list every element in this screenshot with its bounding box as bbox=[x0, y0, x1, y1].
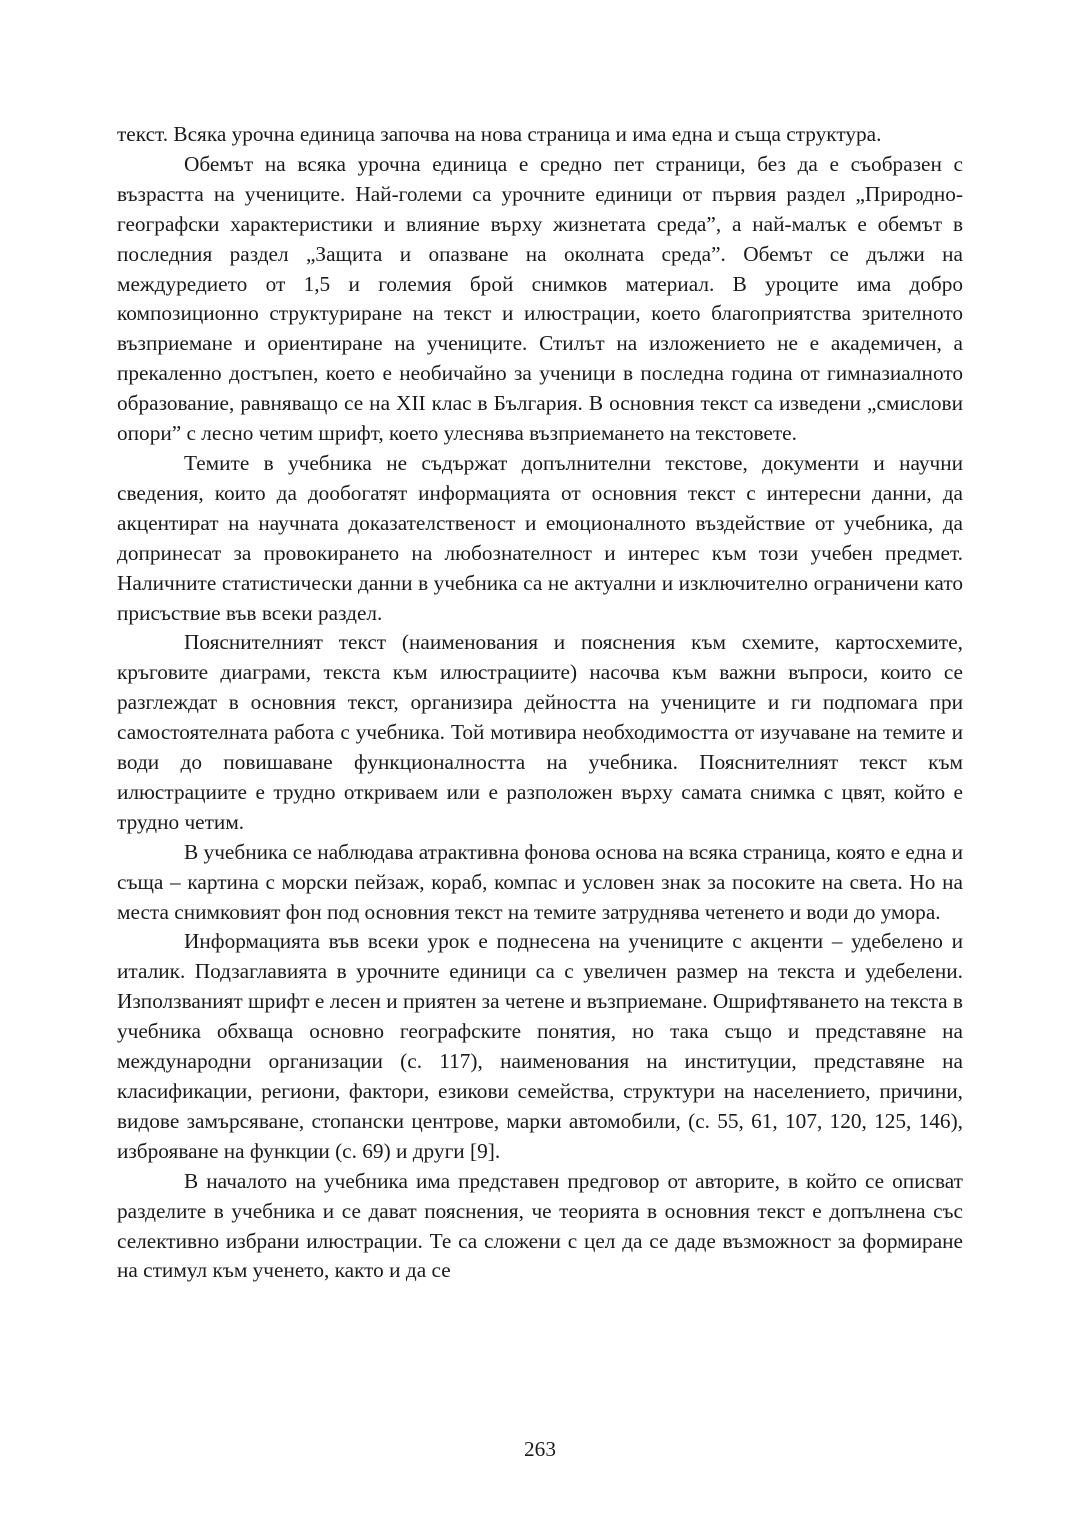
paragraph-explanatory-text: Пояснителният текст (наименования и пояснения към схемите, картосхемите, кръговите диаграми, текста към илюстрациите) насочва към важни въпроси, които се разглеждат в основния текст, организира дейността на учениците и ги подпомага при самостоятелната работа с учебника. Той мотивира необходимостта от изучаване на темите и води до повишаване функционалността на учебника. Пояснителният текст към илюстрациите е трудно откриваем или е разположен върху самата снимка с цвят, който е трудно четим. bbox=[117, 630, 963, 834]
body-text bbox=[117, 120, 963, 1286]
paragraph-preface: В началото на учебника има представен предговор от авторите, в който се описват разделите в учебника и се дават пояснения, че теорията в основния текст е допълнена със селективно избрани илюстрации. Те са сложени с цел да се даде възможност за формиране на стимул към ученето, както и да се bbox=[117, 1168, 963, 1283]
paragraph-typography: Информацията във всеки урок е поднесена на учениците с акценти – удебелено и италик. Подзаглавията в урочните единици са с увеличен размер на текста и удебелени. Използваният шрифт е лесен и приятен за четене и възприемане. Ошрифтяването на текста в учебника обхваща основно географските понятия, но така също и представяне на международни организации (с. 117), наименования на институции, представяне на класификации, региони, фактори, езикови семейства, структури на населението, причини, видове замърсяване, стопански центрове, марки автомобили, (с. 55, 61, 107, 120, 125, 146), изброяване на функции (с. 69) и други [9]. bbox=[117, 929, 963, 1163]
paragraph-volume: Обемът на всяка урочна единица е средно пет страници, без да е съобразен с възрастта на учениците. Най-големи са урочните единици от първия раздел „Природно-географски характеристики и влияние върху жизнетата среда”, а най-малък е обемът в последния раздел „Защита и опазване на околната среда”. Обемът се дължи на междуредието от 1,5 и големия брой снимков материал. В уроците има добро композиционно структуриране на текст и илюстрации, което благоприятства зрителното възприемане и ориентиране на учениците. Стилът на изложението не е академичен, а прекаленно достъпен, което е необичайно за ученици в последна година от гимназиалното образование, равняващо се на XII клас в България. В основния текст са изведени „смислови опори” с лесно четим шрифт, което улеснява възприемането на текстовете. bbox=[117, 151, 963, 446]
paragraph-background: В учебника се наблюдава атрактивна фонова основа на всяка страница, която е една и съща – картина с морски пейзаж, кораб, компас и условен знак за посоките на света. Но на места снимковият фон под основния текст на темите затруднява четенето и води до умора. bbox=[117, 839, 963, 924]
page-number: 263 bbox=[524, 1437, 556, 1461]
paragraph-continuation: текст. Всяка урочна единица започва на нова страница и има една и съща структура. bbox=[117, 122, 882, 146]
paragraph-topics: Темите в учебника не съдържат допълнителни текстове, документи и научни сведения, които да дообогатят информацията от основния текст с интересни данни, да акцентират на научната доказателственост и емоционалното въздействие от учебника, да допринесат за провокирането на любознателност и интерес към този учебен предмет. Наличните статистически данни в учебника са не актуални и изключително ограничени като присъствие във всеки раздел. bbox=[117, 450, 963, 625]
